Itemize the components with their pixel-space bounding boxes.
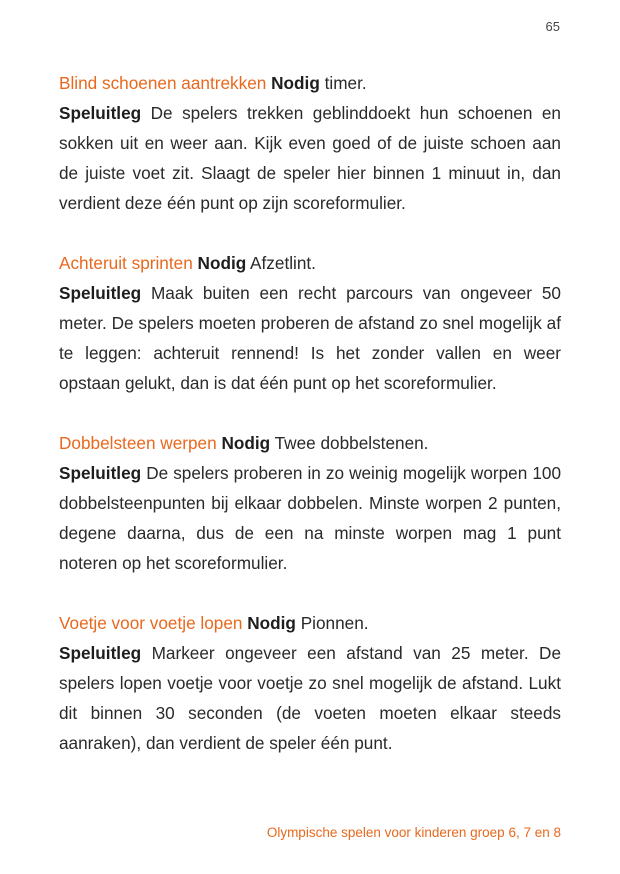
explanation-label: Speluitleg xyxy=(59,283,142,303)
game-title: Blind schoenen aantrekken xyxy=(59,73,267,93)
page-number: 65 xyxy=(545,19,560,34)
game-explanation xyxy=(59,278,561,398)
game-explanation xyxy=(59,458,561,578)
explanation-label: Speluitleg xyxy=(59,463,142,483)
game-title: Dobbelsteen werpen xyxy=(59,433,217,453)
game-header xyxy=(59,428,561,458)
explanation-text: De spelers proberen in zo weinig mogelijk worpen 100 dobbelsteenpunten bij elkaar dobbelen. Minste worpen 2 punten, degene daarna, dus de een na minste worpen mag 1 punt noteren op het scoreformulier. xyxy=(59,463,561,573)
game-title: Voetje voor voetje lopen xyxy=(59,613,243,633)
needed-value: timer. xyxy=(324,73,367,93)
explanation-label: Speluitleg xyxy=(59,643,142,663)
needed-label: Nodig xyxy=(221,433,271,453)
page-content xyxy=(59,68,561,788)
game-header xyxy=(59,248,561,278)
game-header xyxy=(59,68,561,98)
game-title: Achteruit sprinten xyxy=(59,253,193,273)
needed-value: Afzetlint. xyxy=(250,253,316,273)
needed-label: Nodig xyxy=(271,73,320,93)
footer-text: Olympische spelen voor kinderen groep 6, 7 en 8 xyxy=(266,825,561,840)
needed-label: Nodig xyxy=(247,613,296,633)
explanation-text: Markeer ongeveer een afstand van 25 meter. De spelers lopen voetje voor voetje zo snel mogelijk de afstand. Lukt dit binnen 30 seconden (de voeten moeten elkaar steeds aanraken), dan verdient de speler één punt. xyxy=(59,643,562,753)
game-explanation xyxy=(59,98,561,218)
game-section xyxy=(59,68,561,218)
game-section xyxy=(59,608,561,758)
needed-value: Twee dobbelstenen. xyxy=(274,433,429,453)
explanation-text: De spelers trekken geblinddoekt hun schoenen en sokken uit en weer aan. Kijk even goed of de juiste schoen aan de juiste voet zit. Slaagt de speler hier binnen 1 minuut in, dan verdient deze één punt op zijn scoreformulier. xyxy=(59,103,561,213)
game-header xyxy=(59,608,561,638)
needed-label: Nodig xyxy=(197,253,247,273)
game-explanation xyxy=(59,638,561,758)
explanation-text: Maak buiten een recht parcours van ongeveer 50 meter. De spelers moeten proberen de afstand zo snel mogelijk af te leggen: achteruit rennend! Is het zonder vallen en weer opstaan gelukt, dan is dat één punt op het scoreformulier. xyxy=(59,283,561,393)
game-section xyxy=(59,428,561,578)
needed-value: Pionnen. xyxy=(300,613,369,633)
explanation-label: Speluitleg xyxy=(59,103,142,123)
game-section xyxy=(59,248,561,398)
